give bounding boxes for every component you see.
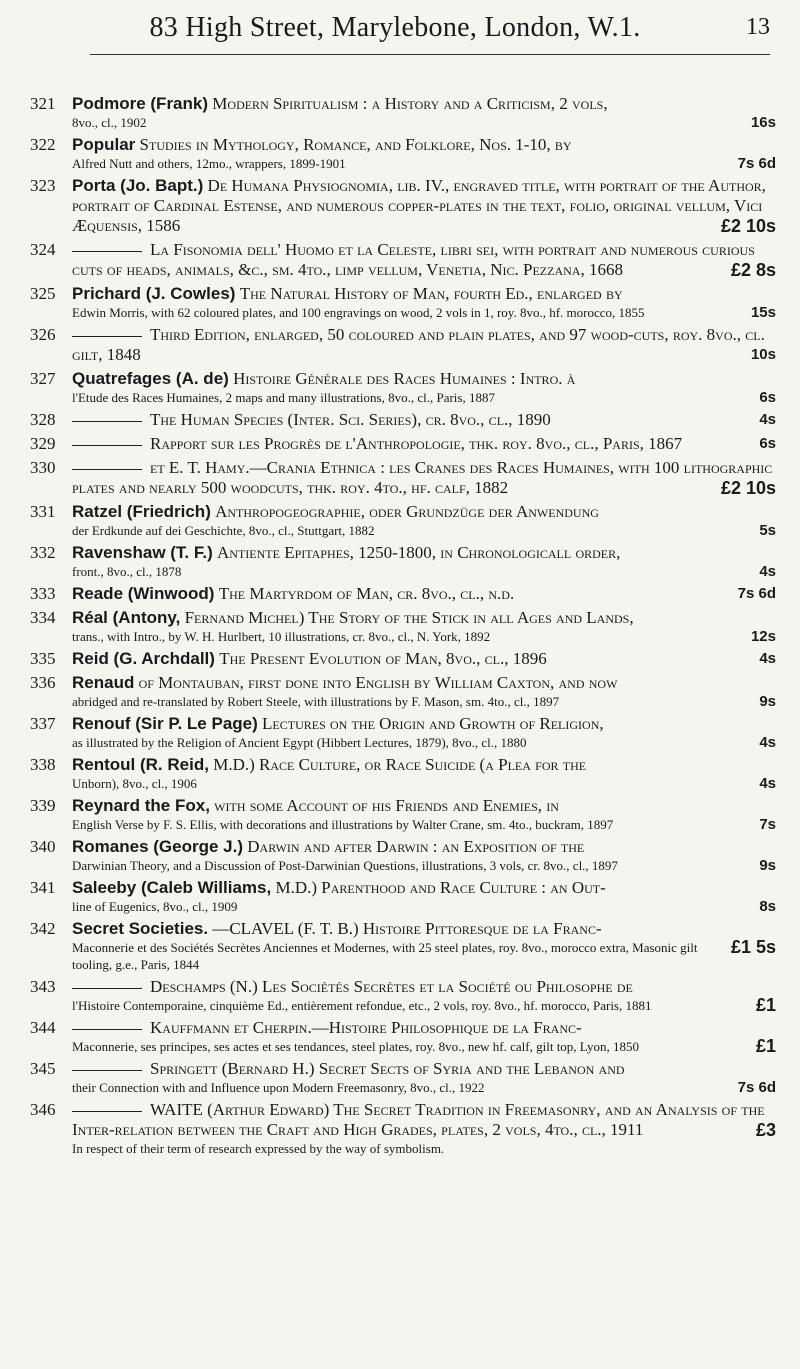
entry-description bbox=[72, 458, 776, 498]
entry-description bbox=[72, 649, 776, 669]
entry-price: 10s bbox=[750, 346, 776, 363]
entry-title: Studies in Mythology, Romance, and Folklore, Nos. 1-10, by bbox=[139, 135, 572, 154]
entry-author: Podmore (Frank) bbox=[72, 94, 209, 113]
entry-details-text: In respect of their term of research expressed by the way of symbolism. bbox=[72, 1141, 445, 1156]
entry-details-text: Alfred Nutt and others, 12mo., wrappers, 1899-1901 bbox=[72, 156, 346, 171]
entry-author: Ravenshaw (T. F.) bbox=[72, 543, 213, 562]
entry-number: 339 bbox=[30, 796, 56, 815]
entry-description bbox=[72, 878, 776, 898]
entry-number: 346 bbox=[30, 1100, 56, 1119]
entry-price: 4s bbox=[759, 734, 776, 751]
entry-number: 324 bbox=[30, 240, 56, 259]
entry-title: Histoire Générale des Races Humaines : Intro. à bbox=[233, 369, 576, 388]
entry-description bbox=[72, 176, 776, 236]
entry-price: 7s 6d bbox=[737, 1079, 776, 1096]
entry-number: 333 bbox=[30, 584, 56, 603]
entry-price: 7s 6d bbox=[737, 155, 776, 172]
entry-price: £1 bbox=[755, 1036, 776, 1056]
entry-details bbox=[72, 775, 776, 792]
ditto-dash bbox=[72, 469, 142, 470]
entry-title: The Present Evolution of Man, 8vo., cl., 1896 bbox=[219, 649, 547, 668]
entry-author: Reade (Winwood) bbox=[72, 584, 215, 603]
entry-title: Springett (Bernard H.) Secret Sects of Syria and the Lebanon and bbox=[150, 1059, 625, 1078]
ditto-dash bbox=[72, 251, 142, 252]
catalogue-entry bbox=[30, 977, 776, 1014]
catalogue-entry bbox=[30, 94, 776, 131]
entry-title: The Human Species (Inter. Sci. Series), cr. 8vo., cl., 1890 bbox=[150, 410, 551, 429]
entry-description bbox=[72, 796, 776, 816]
entry-details-text: l'Etude des Races Humaines, 2 maps and many illustrations, 8vo., cl., Paris, 1887 bbox=[72, 390, 495, 405]
entry-details bbox=[72, 1079, 776, 1096]
entry-details bbox=[72, 389, 776, 406]
entry-price: 6s bbox=[759, 389, 776, 406]
entry-description bbox=[72, 837, 776, 857]
entry-price: £2 10s bbox=[720, 216, 776, 236]
entry-title: of Montauban, first done into English by William Caxton, and now bbox=[138, 673, 618, 692]
catalogue-entry bbox=[30, 1100, 776, 1157]
catalogue-entry bbox=[30, 608, 776, 645]
entry-price: 4s bbox=[759, 411, 776, 428]
entry-author: Reid (G. Archdall) bbox=[72, 649, 215, 668]
entry-number: 345 bbox=[30, 1059, 56, 1078]
entry-details bbox=[72, 898, 776, 915]
ditto-dash bbox=[72, 421, 142, 422]
entry-price: 4s bbox=[759, 650, 776, 667]
entry-price: £2 10s bbox=[720, 478, 776, 498]
entry-title: The Natural History of Man, fourth Ed., enlarged by bbox=[239, 284, 623, 303]
catalogue-entry bbox=[30, 369, 776, 406]
catalogue-entry bbox=[30, 240, 776, 280]
entry-author: Secret Societies. bbox=[72, 919, 209, 938]
entry-number: 336 bbox=[30, 673, 56, 692]
catalogue-entry bbox=[30, 878, 776, 915]
entry-details bbox=[72, 693, 776, 710]
catalogue-entry bbox=[30, 584, 776, 604]
entry-number: 325 bbox=[30, 284, 56, 303]
entry-title: Anthropogeographie, oder Grundzüge der Anwendung bbox=[215, 502, 599, 521]
entry-author: Renouf (Sir P. Le Page) bbox=[72, 714, 258, 733]
entry-number: 343 bbox=[30, 977, 56, 996]
entry-price: 7s 6d bbox=[737, 585, 776, 602]
entry-title: Deschamps (N.) Les Sociétés Secrètes et la Société ou Philosophe de bbox=[150, 977, 633, 996]
catalogue-entry bbox=[30, 673, 776, 710]
catalogue-entries bbox=[30, 94, 776, 1157]
page-number: 13 bbox=[746, 14, 770, 40]
entry-number: 340 bbox=[30, 837, 56, 856]
entry-title: M.D.) Race Culture, or Race Suicide (a Plea for the bbox=[213, 755, 587, 774]
catalogue-entry bbox=[30, 796, 776, 833]
entry-price: £2 8s bbox=[730, 260, 776, 280]
entry-number: 331 bbox=[30, 502, 56, 521]
entry-number: 326 bbox=[30, 325, 56, 344]
catalogue-entry bbox=[30, 434, 776, 454]
entry-number: 321 bbox=[30, 94, 56, 113]
entry-description bbox=[72, 673, 776, 693]
catalogue-entry bbox=[30, 176, 776, 236]
entry-details-text: trans., with Intro., by W. H. Hurlbert, 10 illustrations, cr. 8vo., cl., N. York, 1892 bbox=[72, 629, 491, 644]
entry-author: Quatrefages (A. de) bbox=[72, 369, 229, 388]
entry-description bbox=[72, 369, 776, 389]
entry-details bbox=[72, 1140, 776, 1157]
entry-description bbox=[72, 240, 776, 280]
entry-description bbox=[72, 584, 776, 604]
entry-title: WAITE (Arthur Edward) The Secret Tradition in Freemasonry, and an Analysis of the Inter-relation between the Craft and High Grades, plates, 2 vols, 4to., cl., 1911 bbox=[72, 1100, 765, 1139]
entry-details bbox=[72, 155, 776, 172]
entry-author: Réal (Antony, bbox=[72, 608, 181, 627]
entry-title: Darwin and after Darwin : an Exposition of the bbox=[247, 837, 585, 856]
entry-details-text: l'Histoire Contemporaine, cinquième Ed., entièrement refondue, etc., 2 vols, roy. 8vo., hf. morocco, Paris, 1881 bbox=[72, 998, 652, 1013]
entry-title: De Humana Physiognomia, lib. IV., engraved title, with portrait of the Author, portrait of Cardinal Estense, and numerous copper-plates in the text, folio, original vellum, Vici Æquensis, 1586 bbox=[72, 176, 766, 235]
entry-details bbox=[72, 939, 776, 973]
entry-number: 323 bbox=[30, 176, 56, 195]
catalogue-entry bbox=[30, 714, 776, 751]
entry-description bbox=[72, 1018, 776, 1038]
entry-price: 7s bbox=[759, 816, 776, 833]
entry-details-text: Maconnerie, ses principes, ses actes et ses tendances, steel plates, roy. 8vo., new hf. calf, gilt top, Lyon, 1850 bbox=[72, 1039, 640, 1054]
entry-price: £1 5s bbox=[730, 937, 776, 957]
entry-details-text: as illustrated by the Religion of Ancient Egypt (Hibbert Lectures, 1879), 8vo., cl., 1880 bbox=[72, 735, 527, 750]
ditto-dash bbox=[72, 988, 142, 989]
entry-number: 342 bbox=[30, 919, 56, 938]
entry-author: Prichard (J. Cowles) bbox=[72, 284, 236, 303]
ditto-dash bbox=[72, 1111, 142, 1112]
entry-price: 4s bbox=[759, 563, 776, 580]
entry-details-text: their Connection with and Influence upon Modern Freemasonry, 8vo., cl., 1922 bbox=[72, 1080, 485, 1095]
entry-description bbox=[72, 919, 776, 939]
entry-title: with some Account of his Friends and Enemies, in bbox=[214, 796, 559, 815]
ditto-dash bbox=[72, 336, 142, 337]
entry-price: £3 bbox=[755, 1120, 776, 1140]
entry-details bbox=[72, 816, 776, 833]
entry-price: 9s bbox=[759, 693, 776, 710]
entry-description bbox=[72, 502, 776, 522]
entry-details bbox=[72, 857, 776, 874]
entry-price: 5s bbox=[759, 522, 776, 539]
catalogue-entry bbox=[30, 919, 776, 973]
entry-price: 9s bbox=[759, 857, 776, 874]
entry-title: Third Edition, enlarged, 50 coloured and plain plates, and 97 wood-cuts, roy. 8vo., cl. gilt, 1848 bbox=[72, 325, 765, 364]
entry-number: 335 bbox=[30, 649, 56, 668]
catalogue-entry bbox=[30, 135, 776, 172]
entry-details-text: front., 8vo., cl., 1878 bbox=[72, 564, 182, 579]
entry-number: 337 bbox=[30, 714, 56, 733]
entry-details bbox=[72, 522, 776, 539]
entry-number: 329 bbox=[30, 434, 56, 453]
entry-details bbox=[72, 563, 776, 580]
entry-title: The Martyrdom of Man, cr. 8vo., cl., n.d. bbox=[218, 584, 515, 603]
entry-description bbox=[72, 410, 776, 430]
entry-number: 327 bbox=[30, 369, 56, 388]
entry-title: Fernand Michel) The Story of the Stick in all Ages and Lands, bbox=[184, 608, 634, 627]
entry-title: et E. T. Hamy.—Crania Ethnica : les Cranes des Races Humaines, with 100 lithographic plates and nearly 500 woodcuts, thk. roy. 4to., hf. calf, 1882 bbox=[72, 458, 773, 497]
entry-title: Antiente Epitaphes, 1250-1800, in Chronologicall order, bbox=[217, 543, 621, 562]
catalogue-entry bbox=[30, 1059, 776, 1096]
entry-description bbox=[72, 325, 776, 365]
catalogue-entry bbox=[30, 649, 776, 669]
entry-author: Renaud bbox=[72, 673, 135, 692]
entry-details-text: English Verse by F. S. Ellis, with decorations and illustrations by Walter Crane, sm. 4to., buckram, 1897 bbox=[72, 817, 614, 832]
entry-price: £1 bbox=[755, 995, 776, 1015]
entry-author: Ratzel (Friedrich) bbox=[72, 502, 211, 521]
entry-details-text: Maconnerie et des Sociétés Secrètes Anciennes et Modernes, with 25 steel plates, roy. 8vo., morocco extra, Masonic gilt tooling, g.e., Paris, 1844 bbox=[72, 940, 698, 972]
entry-price: 4s bbox=[759, 775, 776, 792]
entry-price: 16s bbox=[750, 114, 776, 131]
entry-number: 344 bbox=[30, 1018, 56, 1037]
entry-price: 15s bbox=[750, 304, 776, 321]
entry-details-text: Unborn), 8vo., cl., 1906 bbox=[72, 776, 197, 791]
entry-details bbox=[72, 997, 776, 1014]
entry-details-text: der Erdkunde auf dei Geschichte, 8vo., cl., Stuttgart, 1882 bbox=[72, 523, 375, 538]
entry-author: Rentoul (R. Reid, bbox=[72, 755, 209, 774]
entry-price: 8s bbox=[759, 898, 776, 915]
entry-title: M.D.) Parenthood and Race Culture : an Out- bbox=[275, 878, 606, 897]
entry-price: 6s bbox=[759, 435, 776, 452]
entry-description bbox=[72, 284, 776, 304]
catalogue-entry bbox=[30, 502, 776, 539]
entry-details-text: abridged and re-translated by Robert Steele, with illustrations by F. Mason, sm. 4to., cl., 1897 bbox=[72, 694, 560, 709]
entry-author: Reynard the Fox, bbox=[72, 796, 210, 815]
entry-description bbox=[72, 755, 776, 775]
catalogue-entry bbox=[30, 458, 776, 498]
entry-details bbox=[72, 628, 776, 645]
entry-description bbox=[72, 135, 776, 155]
entry-details-text: 8vo., cl., 1902 bbox=[72, 115, 147, 130]
ditto-dash bbox=[72, 1070, 142, 1071]
entry-title: Modern Spiritualism : a History and a Criticism, 2 vols, bbox=[212, 94, 608, 113]
page-title: 83 High Street, Marylebone, London, W.1. bbox=[149, 12, 641, 43]
entry-title: Lectures on the Origin and Growth of Religion, bbox=[262, 714, 604, 733]
entry-number: 322 bbox=[30, 135, 56, 154]
entry-details bbox=[72, 114, 776, 131]
entry-title: Kauffmann et Cherpin.—Histoire Philosophique de la Franc- bbox=[150, 1018, 582, 1037]
entry-details-text: line of Eugenics, 8vo., cl., 1909 bbox=[72, 899, 238, 914]
catalogue-entry bbox=[30, 543, 776, 580]
entry-price: 12s bbox=[750, 628, 776, 645]
entry-description bbox=[72, 1059, 776, 1079]
catalogue-entry bbox=[30, 755, 776, 792]
entry-description bbox=[72, 608, 776, 628]
entry-details bbox=[72, 734, 776, 751]
ditto-dash bbox=[72, 1029, 142, 1030]
entry-description bbox=[72, 977, 776, 997]
entry-author: Saleeby (Caleb Williams, bbox=[72, 878, 272, 897]
entry-title: —CLAVEL (F. T. B.) Histoire Pittoresque de la Franc- bbox=[212, 919, 602, 938]
catalogue-entry bbox=[30, 325, 776, 365]
entry-details bbox=[72, 1038, 776, 1055]
catalogue-entry bbox=[30, 410, 776, 430]
entry-number: 338 bbox=[30, 755, 56, 774]
entry-title: Rapport sur les Progrès de l'Anthropologie, thk. roy. 8vo., cl., Paris, 1867 bbox=[150, 434, 683, 453]
entry-title: La Fisonomia dell' Huomo et la Celeste, libri sei, with portrait and numerous curious cuts of heads, animals, &c., sm. 4to., limp vellum, Venetia, Nic. Pezzana, 1668 bbox=[72, 240, 755, 279]
header-rule bbox=[90, 54, 770, 55]
entry-number: 330 bbox=[30, 458, 56, 477]
entry-author: Romanes (George J.) bbox=[72, 837, 243, 856]
entry-number: 332 bbox=[30, 543, 56, 562]
entry-description bbox=[72, 434, 776, 454]
catalogue-entry bbox=[30, 1018, 776, 1055]
entry-number: 328 bbox=[30, 410, 56, 429]
entry-details-text: Darwinian Theory, and a Discussion of Post-Darwinian Questions, illustrations, 3 vols, cr. 8vo., cl., 1897 bbox=[72, 858, 618, 873]
entry-author: Porta (Jo. Bapt.) bbox=[72, 176, 204, 195]
entry-details bbox=[72, 304, 776, 321]
entry-description bbox=[72, 543, 776, 563]
entry-description bbox=[72, 1100, 776, 1140]
entry-description bbox=[72, 94, 776, 114]
catalogue-entry bbox=[30, 284, 776, 321]
entry-number: 334 bbox=[30, 608, 56, 627]
ditto-dash bbox=[72, 445, 142, 446]
entry-author: Popular bbox=[72, 135, 136, 154]
entry-number: 341 bbox=[30, 878, 56, 897]
entry-description bbox=[72, 714, 776, 734]
page-header bbox=[30, 10, 770, 58]
entry-details-text: Edwin Morris, with 62 coloured plates, and 100 engravings on wood, 2 vols in 1, roy. 8vo., hf. morocco, 1855 bbox=[72, 305, 645, 320]
catalogue-entry bbox=[30, 837, 776, 874]
